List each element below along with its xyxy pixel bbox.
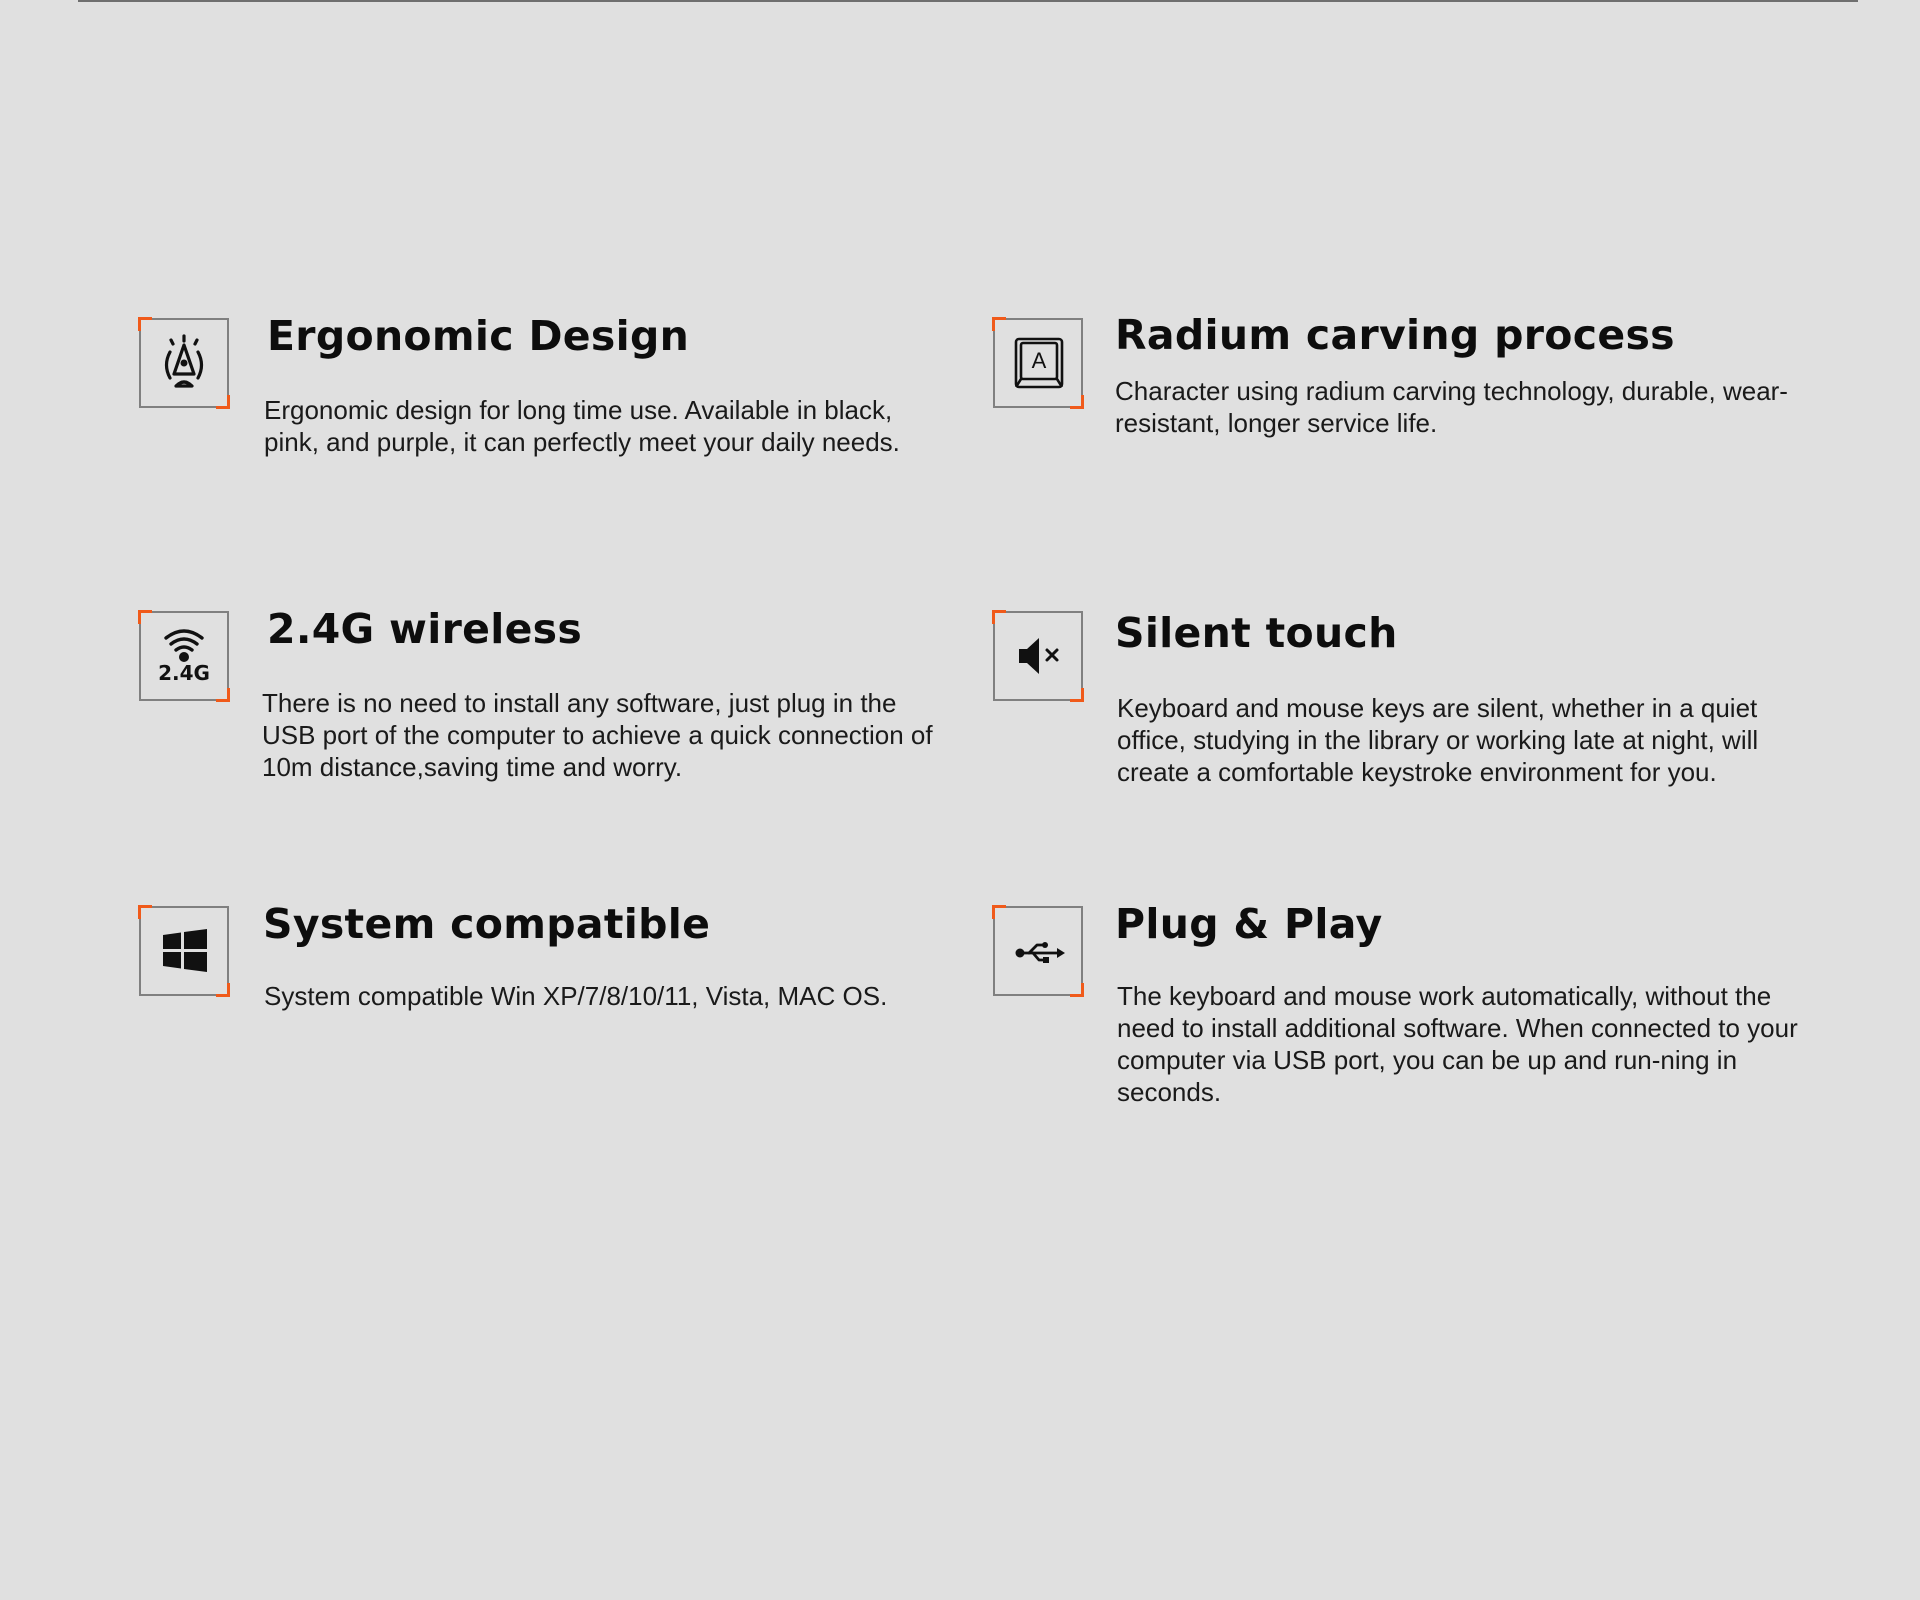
feature-title: System compatible	[263, 900, 711, 948]
feature-description: Character using radium carving technology, durable, wear-resistant, longer service life.	[1115, 376, 1788, 438]
feature-radium-carving	[993, 311, 1813, 578]
feature-icon-frame	[993, 318, 1083, 408]
feature-title: Ergonomic Design	[267, 312, 690, 360]
feature-wireless	[139, 605, 959, 871]
feature-title: 2.4G wireless	[267, 605, 583, 653]
windows-logo-icon	[141, 908, 227, 994]
feature-description: Ergonomic design for long time use. Available in black, pink, and purple, it can perfectly meet your daily needs.	[264, 395, 900, 457]
feature-icon-frame	[139, 611, 229, 701]
feature-description: There is no need to install any software, just plug in the USB port of the computer to achieve a quick connection of 10m distance,saving time and worry.	[262, 688, 933, 782]
speaker-mute-icon	[995, 613, 1081, 699]
feature-description: Keyboard and mouse keys are silent, whether in a quiet office, studying in the library or working late at night, will create a comfortable keystroke environment for you.	[1117, 693, 1759, 787]
feature-description: System compatible Win XP/7/8/10/11, Vista, MAC OS.	[264, 981, 888, 1011]
feature-system-compatible	[139, 900, 959, 1166]
ergonomic-icon	[141, 320, 227, 406]
feature-icon-frame	[139, 906, 229, 996]
feature-title: Plug & Play	[1115, 900, 1383, 948]
feature-plug-and-play	[993, 900, 1813, 1166]
feature-description: The keyboard and mouse work automatically, without the need to install additional software. When connected to your computer via USB port, you can be up and run-ning in seconds.	[1117, 981, 1798, 1107]
feature-icon-frame	[139, 318, 229, 408]
feature-silent-touch	[993, 611, 1813, 871]
feature-icon-frame	[993, 906, 1083, 996]
top-divider	[78, 0, 1858, 2]
keycap-a-icon	[995, 320, 1081, 406]
feature-ergonomic-design	[139, 312, 959, 578]
keycap-letter: A	[1031, 348, 1047, 373]
usb-icon	[995, 908, 1081, 994]
feature-icon-frame	[993, 611, 1083, 701]
wireless-icon-label: 2.4G	[158, 661, 210, 685]
feature-title: Radium carving process	[1115, 311, 1675, 359]
feature-title: Silent touch	[1115, 609, 1398, 657]
wireless-2-4g-icon	[141, 613, 227, 699]
